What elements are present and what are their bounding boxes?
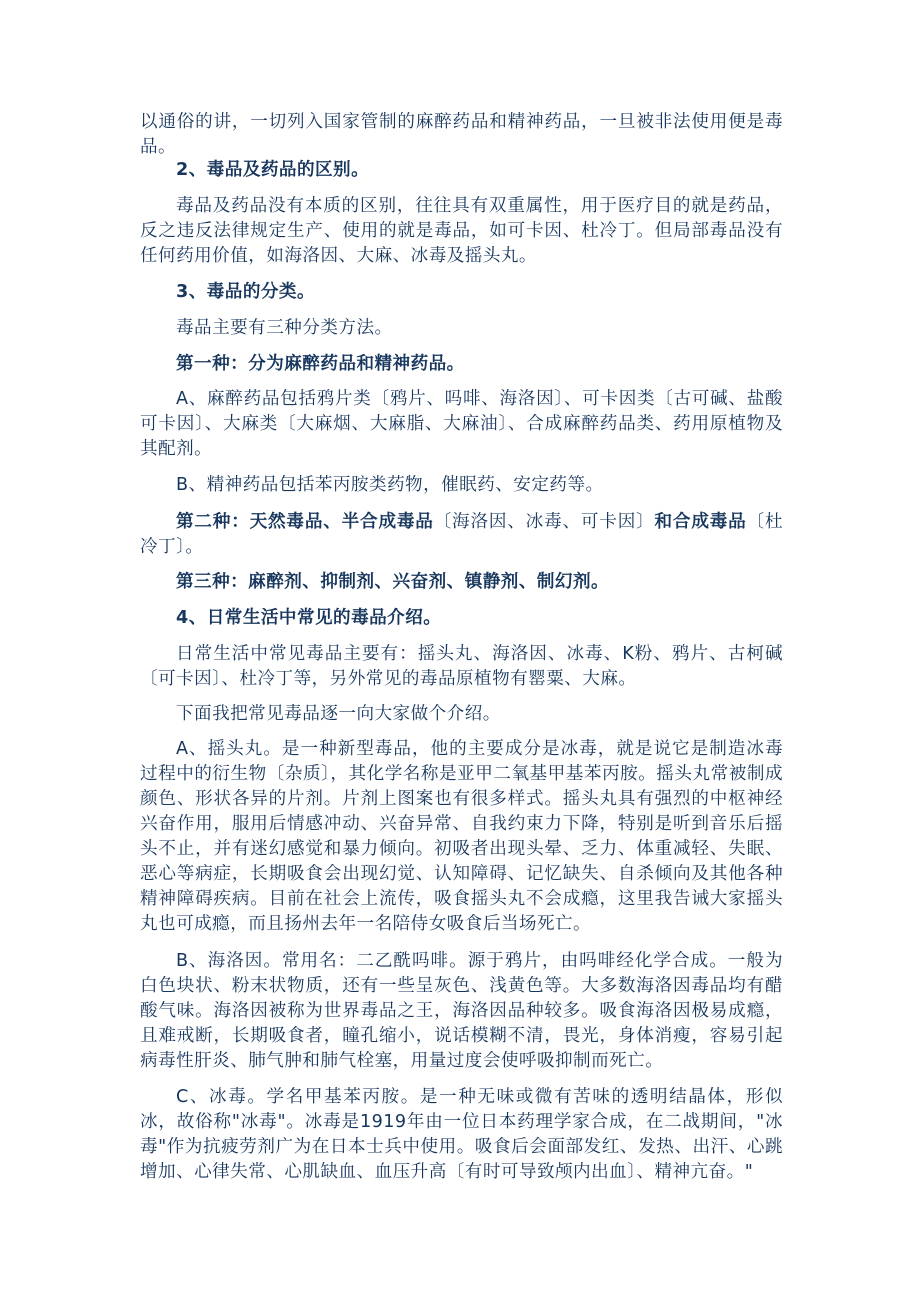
second-type-normal-part4: 〔杜冷丁〕。 [140,512,783,557]
paragraph-ecstasy: A、摇头丸。是一种新型毒品，他的主要成分是冰毒，就是说它是制造冰毒过程中的衍生物〔杂质〕，其化学名称是亚甲二氧基甲基苯丙胺。摇头丸常被制成颜色、形状各异的片剂。片剂上图案也有很多样式。摇头丸具有强烈的中枢神经兴奋作用，服用后情感冲动、兴奋异常、自我约束力下降，特别是听到音乐后摇头不止，并有迷幻感觉和暴力倾向。初吸者出现头晕、乏力、体重减轻、失眠、恶心等病症，长期吸食会出现幻觉、认知障碍、记忆缺失、自杀倾向及其他各种精神障碍疾病。目前在社会上流传，吸食摇头丸不会成瘾，这里我告诫大家摇头丸也可成瘾，而且扬州去年一名陪侍女吸食后当场死亡。 [140,739,783,934]
paragraph-methamphetamine: C、冰毒。学名甲基苯丙胺。是一种无味或微有苦味的透明结晶体，形似冰，故俗称"冰毒"。冰毒是1919年由一位日本药理学家合成，在二战期间，"冰毒"作为抗疲劳剂广为在日本士兵中使用。吸食后会面部发红、发热、出汗、心跳增加、心律失常、心肌缺血、血压升高〔有时可导致颅内出血〕、精神亢奋。" [140,1087,783,1182]
heading-drug-classification: 3、毒品的分类。 [176,282,315,302]
second-type-bold-part3: 和合成毒品 [654,512,747,532]
paragraph-introduction: 下面我把常见毒品逐一向大家做个介绍。 [176,704,501,724]
second-type-bold-part1: 第二种：天然毒品、半合成毒品 [176,512,434,532]
paragraph-second-type [140,510,783,560]
paragraph-narcotics: A、麻醉药品包括鸦片类〔鸦片、吗啡、海洛因〕、可卡因类〔古可碱、盐酸可卡因〕、大麻类〔大麻烟、大麻脂、大麻油〕、合成麻醉药品类、药用原植物及其配剂。 [140,389,783,459]
paragraph-psychotropics: B、精神药品包括苯丙胺类药物，催眠药、安定药等。 [176,475,604,495]
second-type-normal-part2: 〔海洛因、冰毒、可卡因〕 [433,512,655,532]
heading-first-type: 第一种：分为麻醉药品和精神药品。 [176,354,465,374]
paragraph-intro-continuation: 以通俗的讲，一切列入国家管制的麻醉药品和精神药品，一旦被非法使用便是毒品。 [140,112,783,157]
heading-third-type: 第三种：麻醉剂、抑制剂、兴奋剂、镇静剂、制幻剂。 [176,572,610,592]
heading-common-drugs: 4、日常生活中常见的毒品介绍。 [176,608,442,628]
paragraph-classification-methods: 毒品主要有三种分类方法。 [176,318,393,338]
paragraph-heroin: B、海洛因。常用名：二乙酰吗啡。源于鸦片，由吗啡经化学合成。一般为白色块状、粉末状物质，还有一些呈灰色、浅黄色等。大多数海洛因毒品均有醋酸气味。海洛因被称为世界毒品之王，海洛因品种较多。吸食海洛因极易成瘾，且难戒断，长期吸食者，瞳孔缩小，说话模糊不清，畏光，身体消瘦，容易引起病毒性肝炎、肺气肿和肺气栓塞，用量过度会使呼吸抑制而死亡。 [140,951,783,1071]
paragraph-common-drugs: 日常生活中常见毒品主要有：摇头丸、海洛因、冰毒、K粉、鸦片、古柯碱〔可卡因〕、杜冷丁等，另外常见的毒品原植物有罂粟、大麻。 [140,644,783,689]
heading-drug-vs-medicine: 2、毒品及药品的区别。 [176,160,370,180]
paragraph-drug-vs-medicine: 毒品及药品没有本质的区别，往往具有双重属性，用于医疗目的就是药品，反之违反法律规定生产、使用的就是毒品，如可卡因、杜冷丁。但局部毒品没有任何药用价值，如海洛因、大麻、冰毒及摇头丸。 [140,196,783,266]
